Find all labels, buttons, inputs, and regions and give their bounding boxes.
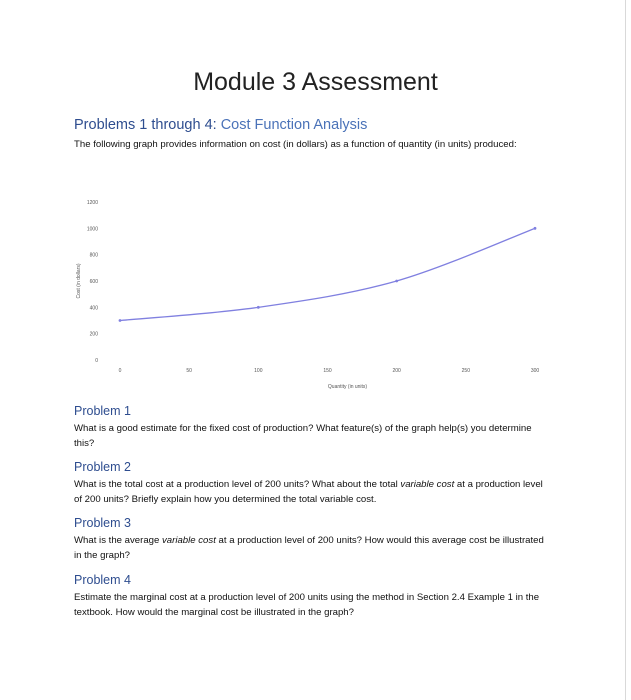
y-tick-label: 1200 [86, 200, 98, 206]
x-tick-label: 200 [392, 368, 401, 374]
section-title [74, 117, 367, 133]
x-tick-label: 50 [186, 368, 192, 374]
y-tick-label: 1000 [86, 226, 98, 233]
x-tick-label: 150 [323, 368, 332, 374]
cost-chart [72, 190, 552, 400]
problem-2 [74, 460, 549, 507]
x-tick-label: 300 [530, 368, 540, 374]
x-axis-title: Quantity (in units) [327, 384, 368, 390]
problem-heading: Problem 1 [74, 404, 131, 418]
data-point [257, 306, 260, 309]
problem-1 [74, 404, 549, 451]
y-tick-label: 600 [89, 279, 98, 285]
data-point [534, 227, 537, 230]
data-point [119, 319, 122, 322]
section-title-lead: Problems 1 through 4 [74, 117, 213, 133]
problem-text [74, 421, 549, 451]
x-tick-label: 0 [118, 368, 122, 374]
problem-text-segment: What is a good estimate for the fixed cost of production? What feature(s) of the graph help(s) you determine this? [74, 423, 532, 449]
emphasis-text: variable cost [400, 479, 455, 490]
x-tick-label: 250 [461, 368, 471, 374]
problem-4 [74, 573, 549, 620]
series-line-cost [120, 228, 535, 320]
section-title-separator: : [212, 117, 221, 133]
problem-text [74, 590, 549, 620]
page-edge-divider [625, 0, 626, 700]
problem-heading: Problem 2 [74, 460, 131, 474]
emphasis-text: variable cost [162, 535, 216, 546]
problem-text-segment: Estimate the marginal cost at a production level of 200 units using the method in Section 2.4 Example 1 in the textbook. How would the marginal cost be illustrated in the graph? [74, 592, 540, 618]
y-tick-label: 800 [89, 252, 98, 259]
x-tick-label: 100 [254, 368, 263, 374]
problem-text-segment: at a production level of 200 units? How would this average cost be illustrated in the graph? [74, 535, 544, 561]
problem-heading: Problem 4 [74, 573, 131, 587]
y-tick-label: 400 [89, 305, 98, 312]
y-tick-label: 0 [95, 358, 98, 364]
problem-3 [74, 516, 549, 563]
cost-chart-svg [72, 190, 552, 400]
problem-heading: Problem 3 [74, 516, 131, 530]
y-tick-label: 200 [89, 331, 98, 338]
problem-text-segment: What is the total cost at a production level of 200 units? What about the total [74, 479, 401, 490]
problem-text-segment: at a production level of 200 units? Briefly explain how you determined the total variable cost. [74, 479, 543, 505]
problem-text-segment: What is the average [74, 535, 162, 546]
intro-paragraph: The following graph provides information on cost (in dollars) as a function of quantity (in units) produced: [74, 139, 517, 150]
problem-text [74, 477, 549, 507]
section-title-subtitle: Cost Function Analysis [220, 117, 368, 133]
page-title: Module 3 Assessment [193, 68, 438, 96]
data-point [395, 280, 398, 283]
problem-text [74, 533, 549, 563]
y-axis-title: Cost (in dollars) [76, 263, 82, 299]
